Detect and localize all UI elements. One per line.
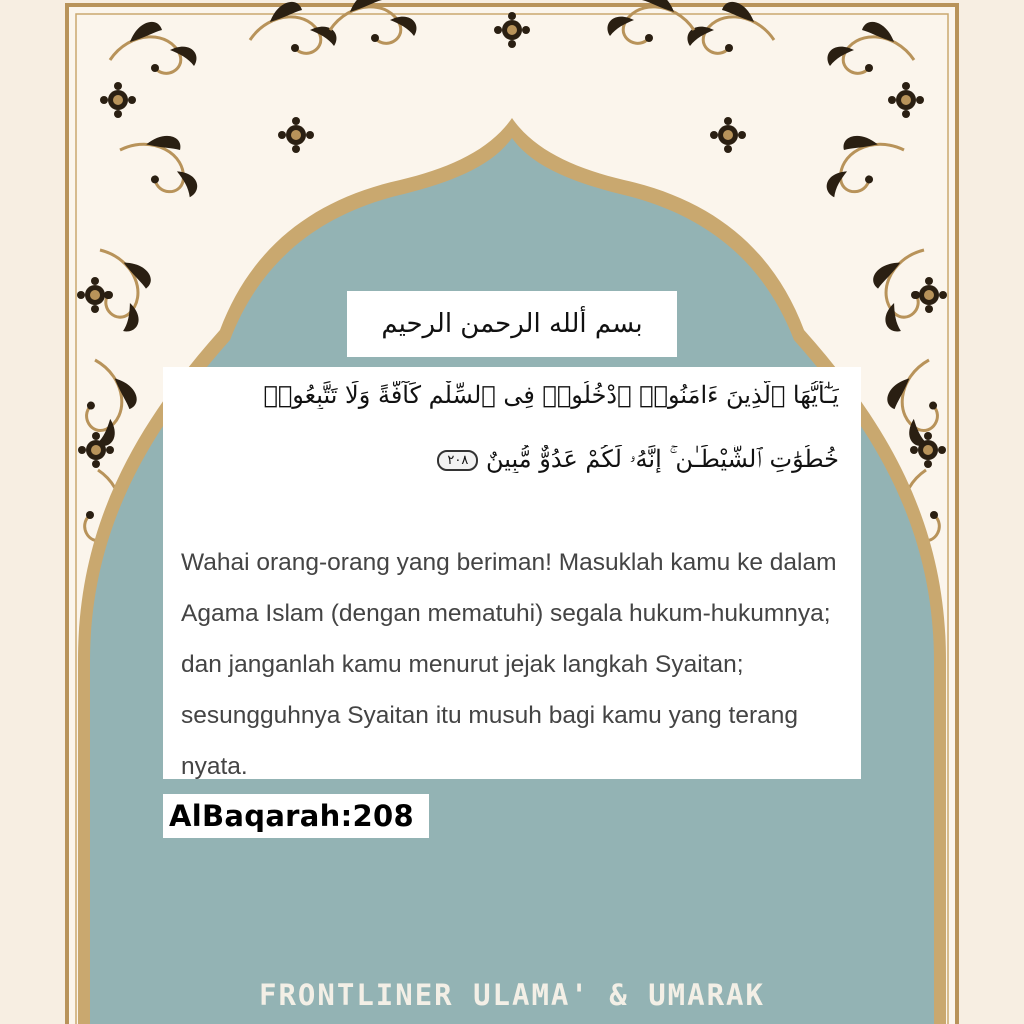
verse-reference-text: AlBaqarah:208: [169, 799, 414, 833]
verse-card: [163, 367, 861, 779]
verse-translation: Wahai orang-orang yang beriman! Masuklah kamu ke dalam Agama Islam (dengan mematuhi) segala hukum-hukumnya; dan janganlah kamu menurut jejak langkah Syaitan; sesungguhnya Syaitan itu musuh bagi kamu yang terang nyata.: [181, 549, 837, 780]
arabic-verse-line-2-text: خُطُوَٰتِ ٱلشَّيْطَـٰنِ ۚ إِنَّهُۥ لَكُمْ عَدُوٌّ مُّبِينٌ: [486, 445, 839, 473]
ayah-number-marker: ٢٠٨: [437, 450, 478, 471]
footer-caption: FRONTLINER ULAMA' & UMARAK: [259, 978, 765, 1012]
bismillah-card: [347, 291, 677, 357]
arabic-verse-line-2: [181, 445, 839, 473]
verse-reference-label: [163, 794, 429, 838]
arabic-verse-line-1: يَـٰٓأَيُّهَا ٱلَّذِينَ ءَامَنُوا۟ ٱدْخُلُوا۟ فِى ٱلسِّلْمِ كَآفَّةً وَلَا تَتَّبِعُوا۟: [263, 381, 839, 409]
bismillah-text: بسم ألله الرحمن الرحيم: [381, 309, 643, 339]
